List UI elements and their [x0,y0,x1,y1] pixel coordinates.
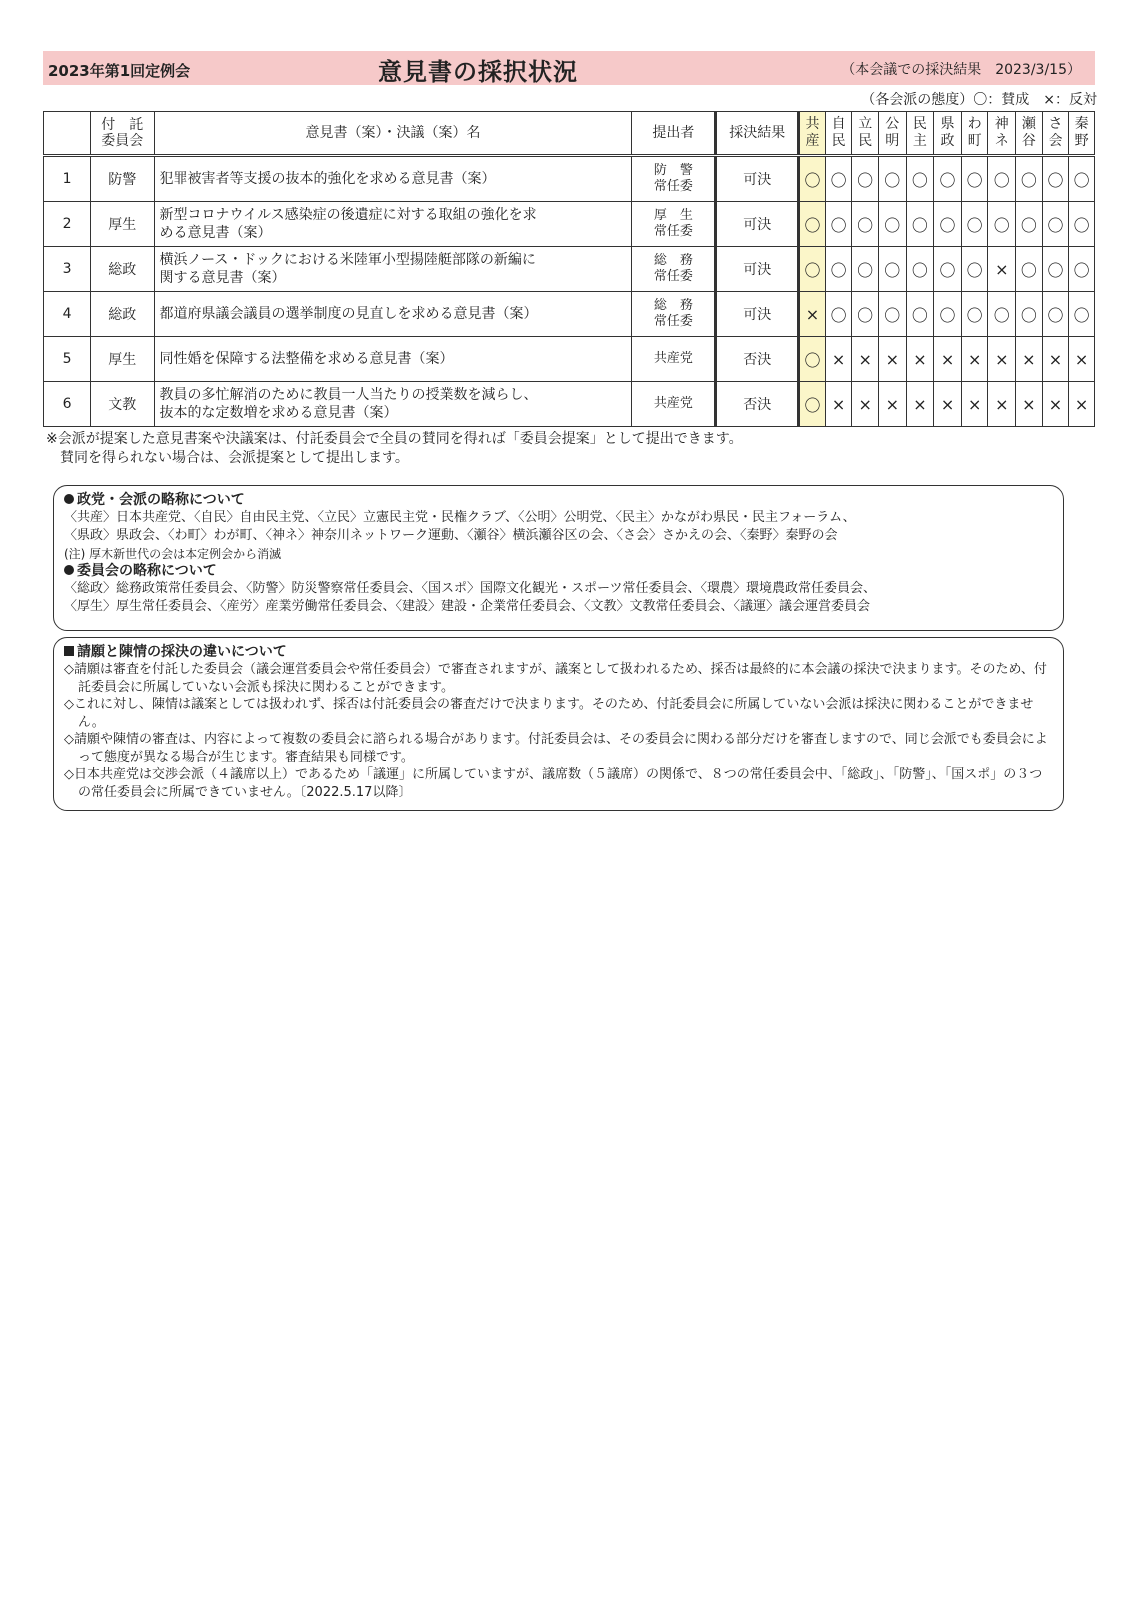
vote-cell: × [825,382,852,427]
vote-cell: 〇 [961,202,988,247]
vote-cell: × [799,292,826,337]
row-name [154,247,632,292]
petition-paragraph: ◇これに対し、陳情は議案としては扱われず、採否は付託委員会の審査だけで決まります。そのため、付託委員会に所属していない会派は採決に関わることができません。 [64,697,1034,730]
square-bullet-icon [64,646,74,656]
faction-char: 主 [912,133,927,149]
vote-cell: 〇 [799,202,826,247]
petition-paragraph: ◇請願や陳情の審査は、内容によって複数の委員会に諮られる場合があります。付託委員会は、その委員会に関わる部分だけを審査しますので、同じ会派でも委員会によって態度が異なる場合が生じます。審査結果も同様です。 [64,732,1048,765]
submission-note [46,430,743,468]
row-name-line: 教員の多忙解消のために教員一人当たりの授業数を減らし、 [159,387,538,403]
vote-cell: 〇 [961,156,988,202]
vote-cell: 〇 [934,247,962,292]
row-name [154,337,632,382]
vote-cell: 〇 [799,247,826,292]
row-name [154,202,632,247]
vote-cell: 〇 [1016,292,1043,337]
header-name: 意見書（案）・決議（案）名 [154,112,632,156]
row-num: 2 [44,202,91,247]
faction-char: 民 [912,116,927,132]
header-result: 採決結果 [716,112,799,156]
petition-paragraph: ◇日本共産党は交渉会派（４議席以上）であるため「議運」に所属していますが、議席数（５議席）の関係で、８つの常任委員会中、「総政」、「防警」、「国スポ」の３つの常任委員会に所属できていません。〔2022.5.17以降〕 [64,767,1043,800]
votes-table [43,111,1095,427]
faction-char: ネ [994,133,1009,149]
party-abbrev-line: 〈県政〉県政会、〈わ町〉わが町、〈神ネ〉神奈川ネットワーク運動、〈瀬谷〉横浜瀬谷区の会、〈さ会〉さかえの会、〈秦野〉秦野の会 [64,528,838,543]
faction-char: 町 [967,133,982,149]
vote-cell: × [988,247,1016,292]
vote-cell: × [852,382,879,427]
row-name-line: 犯罪被害者等支援の抜本的強化を求める意見書（案） [159,171,496,187]
row-name [154,156,632,202]
row-result: 否決 [716,382,799,427]
vote-cell: 〇 [934,156,962,202]
faction-char: 野 [1074,133,1089,149]
faction-char: さ [1048,116,1063,132]
row-name-line: 同性婚を保障する法整備を求める意見書（案） [159,351,454,367]
header-faction [1042,112,1069,156]
vote-cell: 〇 [878,156,906,202]
vote-cell: × [1069,337,1095,382]
vote-cell: 〇 [1069,247,1095,292]
row-result: 可決 [716,202,799,247]
vote-cell: 〇 [906,156,934,202]
row-committee: 総政 [91,247,154,292]
row-name-line: 都道府県議会議員の選挙制度の見直しを求める意見書（案） [159,306,538,322]
vote-cell: 〇 [852,202,879,247]
header-committee [91,112,154,156]
faction-char: 政 [940,133,955,149]
vote-cell: 〇 [825,292,852,337]
vote-cell: 〇 [988,156,1016,202]
party-abbrev-note: (注) 厚木新世代の会は本定例会から消滅 [64,547,282,561]
vote-cell: × [1069,382,1095,427]
faction-char: 明 [885,133,900,149]
row-submitter-line: 常任委 [653,179,693,194]
faction-char: 県 [940,116,955,132]
row-submitter-line: 常任委 [653,224,693,239]
row-submitter [632,337,716,382]
header-faction [1069,112,1095,156]
vote-cell: 〇 [878,247,906,292]
table-row [44,337,1095,382]
vote-cell: 〇 [799,156,826,202]
vote-cell: 〇 [1069,202,1095,247]
committee-abbrev-line: 〈厚生〉厚生常任委員会、〈産労〉産業労働常任委員会、〈建設〉建設・企業常任委員会、〈文教〉文教常任委員会、〈議運〉議会運営委員会 [64,599,871,614]
row-result: 可決 [716,156,799,202]
vote-cell: × [961,337,988,382]
faction-char: 立 [858,116,873,132]
vote-cell: 〇 [906,202,934,247]
vote-cell: 〇 [878,202,906,247]
party-abbrev-line: 〈共産〉日本共産党、〈自民〉自由民主党、〈立民〉立憲民主党・民権クラブ、〈公明〉公明党、〈民主〉かながわ県民・民主フォーラム、 [64,510,856,525]
vote-cell: 〇 [988,292,1016,337]
note-line: ※会派が提案した意見書案や決議案は、付託委員会で全員の賛同を得れば「委員会提案」として提出できます。 [46,431,743,447]
header-committee-line2: 委員会 [101,133,144,149]
vote-cell: 〇 [825,247,852,292]
session-label: 2023年第1回定例会 [48,62,191,80]
header-submitter: 提出者 [632,112,716,156]
row-submitter-line: 総 務 [653,253,693,268]
row-submitter-line: 常任委 [653,314,693,329]
vote-cell: 〇 [825,156,852,202]
faction-char: 民 [831,133,846,149]
faction-char: 瀬 [1021,116,1036,132]
header-num [44,112,91,156]
row-committee: 総政 [91,292,154,337]
bullet-icon [64,494,74,504]
header-faction [934,112,962,156]
title-bar [43,51,1095,85]
faction-char: わ [967,116,982,132]
row-name-line: 横浜ノース・ドックにおける米陸軍小型揚陸艇部隊の新編に [159,252,536,268]
vote-cell: 〇 [878,292,906,337]
vote-cell: 〇 [1016,202,1043,247]
vote-cell: 〇 [988,202,1016,247]
vote-cell: 〇 [934,202,962,247]
row-submitter-line: 防 警 [653,163,693,178]
vote-cell: 〇 [1042,156,1069,202]
vote-cell: × [934,337,962,382]
faction-char: 民 [858,133,873,149]
row-result: 可決 [716,292,799,337]
vote-cell: 〇 [1042,202,1069,247]
vote-cell: × [1016,337,1043,382]
table-row [44,292,1095,337]
vote-cell: 〇 [934,292,962,337]
row-submitter-line: 共産党 [653,396,693,411]
row-submitter-line: 総 務 [653,298,693,313]
petition-paragraph: ◇請願は審査を付託した委員会（議会運営委員会や常任委員会）で審査されますが、議案として扱われるため、採否は最終的に本会議の採決で決まります。そのため、付託委員会に所属していない会派も採決に関わることができます。 [64,662,1047,695]
vote-cell: × [988,382,1016,427]
table-row [44,202,1095,247]
vote-cell: × [878,337,906,382]
vote-cell: 〇 [799,337,826,382]
faction-char: 神 [994,116,1009,132]
row-name-line: める意見書（案） [159,225,272,241]
row-name-line: 新型コロナウイルス感染症の後遺症に対する取組の強化を求 [159,207,537,223]
vote-cell: 〇 [852,247,879,292]
faction-char: 公 [885,116,900,132]
vote-cell: 〇 [799,382,826,427]
row-num: 4 [44,292,91,337]
faction-char: 会 [1048,133,1063,149]
header-faction [852,112,879,156]
faction-char: 秦 [1074,116,1089,132]
header-faction [988,112,1016,156]
table-header-row [44,112,1095,156]
vote-cell: × [852,337,879,382]
row-committee: 厚生 [91,202,154,247]
row-name [154,292,632,337]
vote-cell: × [906,337,934,382]
vote-cell: 〇 [1069,156,1095,202]
faction-char: 産 [805,133,820,149]
row-submitter [632,202,716,247]
vote-cell: 〇 [906,247,934,292]
row-result: 否決 [716,337,799,382]
vote-cell: 〇 [1042,247,1069,292]
vote-legend: （各会派の態度）〇：賛成 ×：反対 [861,92,1097,108]
header-faction [961,112,988,156]
vote-cell: × [825,337,852,382]
row-submitter [632,292,716,337]
note-line: 賛同を得られない場合は、会派提案として提出します。 [60,450,409,466]
vote-cell: 〇 [906,292,934,337]
row-num: 1 [44,156,91,202]
page-title: 意見書の採択状況 [378,58,578,86]
row-committee: 防警 [91,156,154,202]
header-faction [906,112,934,156]
row-name-line: 抜本的な定数増を求める意見書（案） [159,405,398,421]
header-committee-line1: 付 託 [101,117,144,133]
vote-cell: × [878,382,906,427]
row-name [154,382,632,427]
row-name-line: 関する意見書（案） [159,270,286,286]
header-faction [799,112,826,156]
row-submitter-line: 常任委 [653,269,693,284]
row-submitter-line: 共産党 [653,351,693,366]
vote-cell: 〇 [1042,292,1069,337]
row-num: 3 [44,247,91,292]
table-row [44,382,1095,427]
result-date: （本会議での採決結果 2023/3/15） [841,62,1081,78]
row-committee: 文教 [91,382,154,427]
vote-cell: × [1016,382,1043,427]
row-num: 5 [44,337,91,382]
vote-cell: 〇 [961,247,988,292]
row-submitter [632,156,716,202]
vote-cell: × [1042,382,1069,427]
table-row [44,156,1095,202]
vote-cell: × [934,382,962,427]
faction-char: 谷 [1021,133,1036,149]
vote-cell: 〇 [961,292,988,337]
petition-box [53,637,1064,811]
row-result: 可決 [716,247,799,292]
vote-cell: 〇 [1069,292,1095,337]
abbreviation-box [53,485,1064,631]
row-committee: 厚生 [91,337,154,382]
vote-cell: 〇 [852,156,879,202]
vote-cell: 〇 [852,292,879,337]
vote-cell: × [1042,337,1069,382]
row-submitter [632,382,716,427]
vote-cell: × [961,382,988,427]
party-abbrev-heading: 政党・会派の略称について [64,492,1053,509]
vote-cell: × [988,337,1016,382]
petition-heading: 請願と陳情の採決の違いについて [64,644,1053,661]
committee-abbrev-heading: 委員会の略称について [64,563,1053,580]
bullet-icon [64,565,74,575]
table-row [44,247,1095,292]
vote-cell: 〇 [825,202,852,247]
faction-char: 共 [805,116,820,132]
header-faction [1016,112,1043,156]
row-submitter [632,247,716,292]
header-faction [825,112,852,156]
committee-abbrev-line: 〈総政〉総務政策常任委員会、〈防警〉防災警察常任委員会、〈国スポ〉国際文化観光・スポーツ常任委員会、〈環農〉環境農政常任委員会、 [64,581,876,596]
header-faction [878,112,906,156]
vote-cell: × [906,382,934,427]
vote-cell: 〇 [1016,156,1043,202]
vote-cell: 〇 [1016,247,1043,292]
faction-char: 自 [831,116,846,132]
row-submitter-line: 厚 生 [653,208,693,223]
row-num: 6 [44,382,91,427]
